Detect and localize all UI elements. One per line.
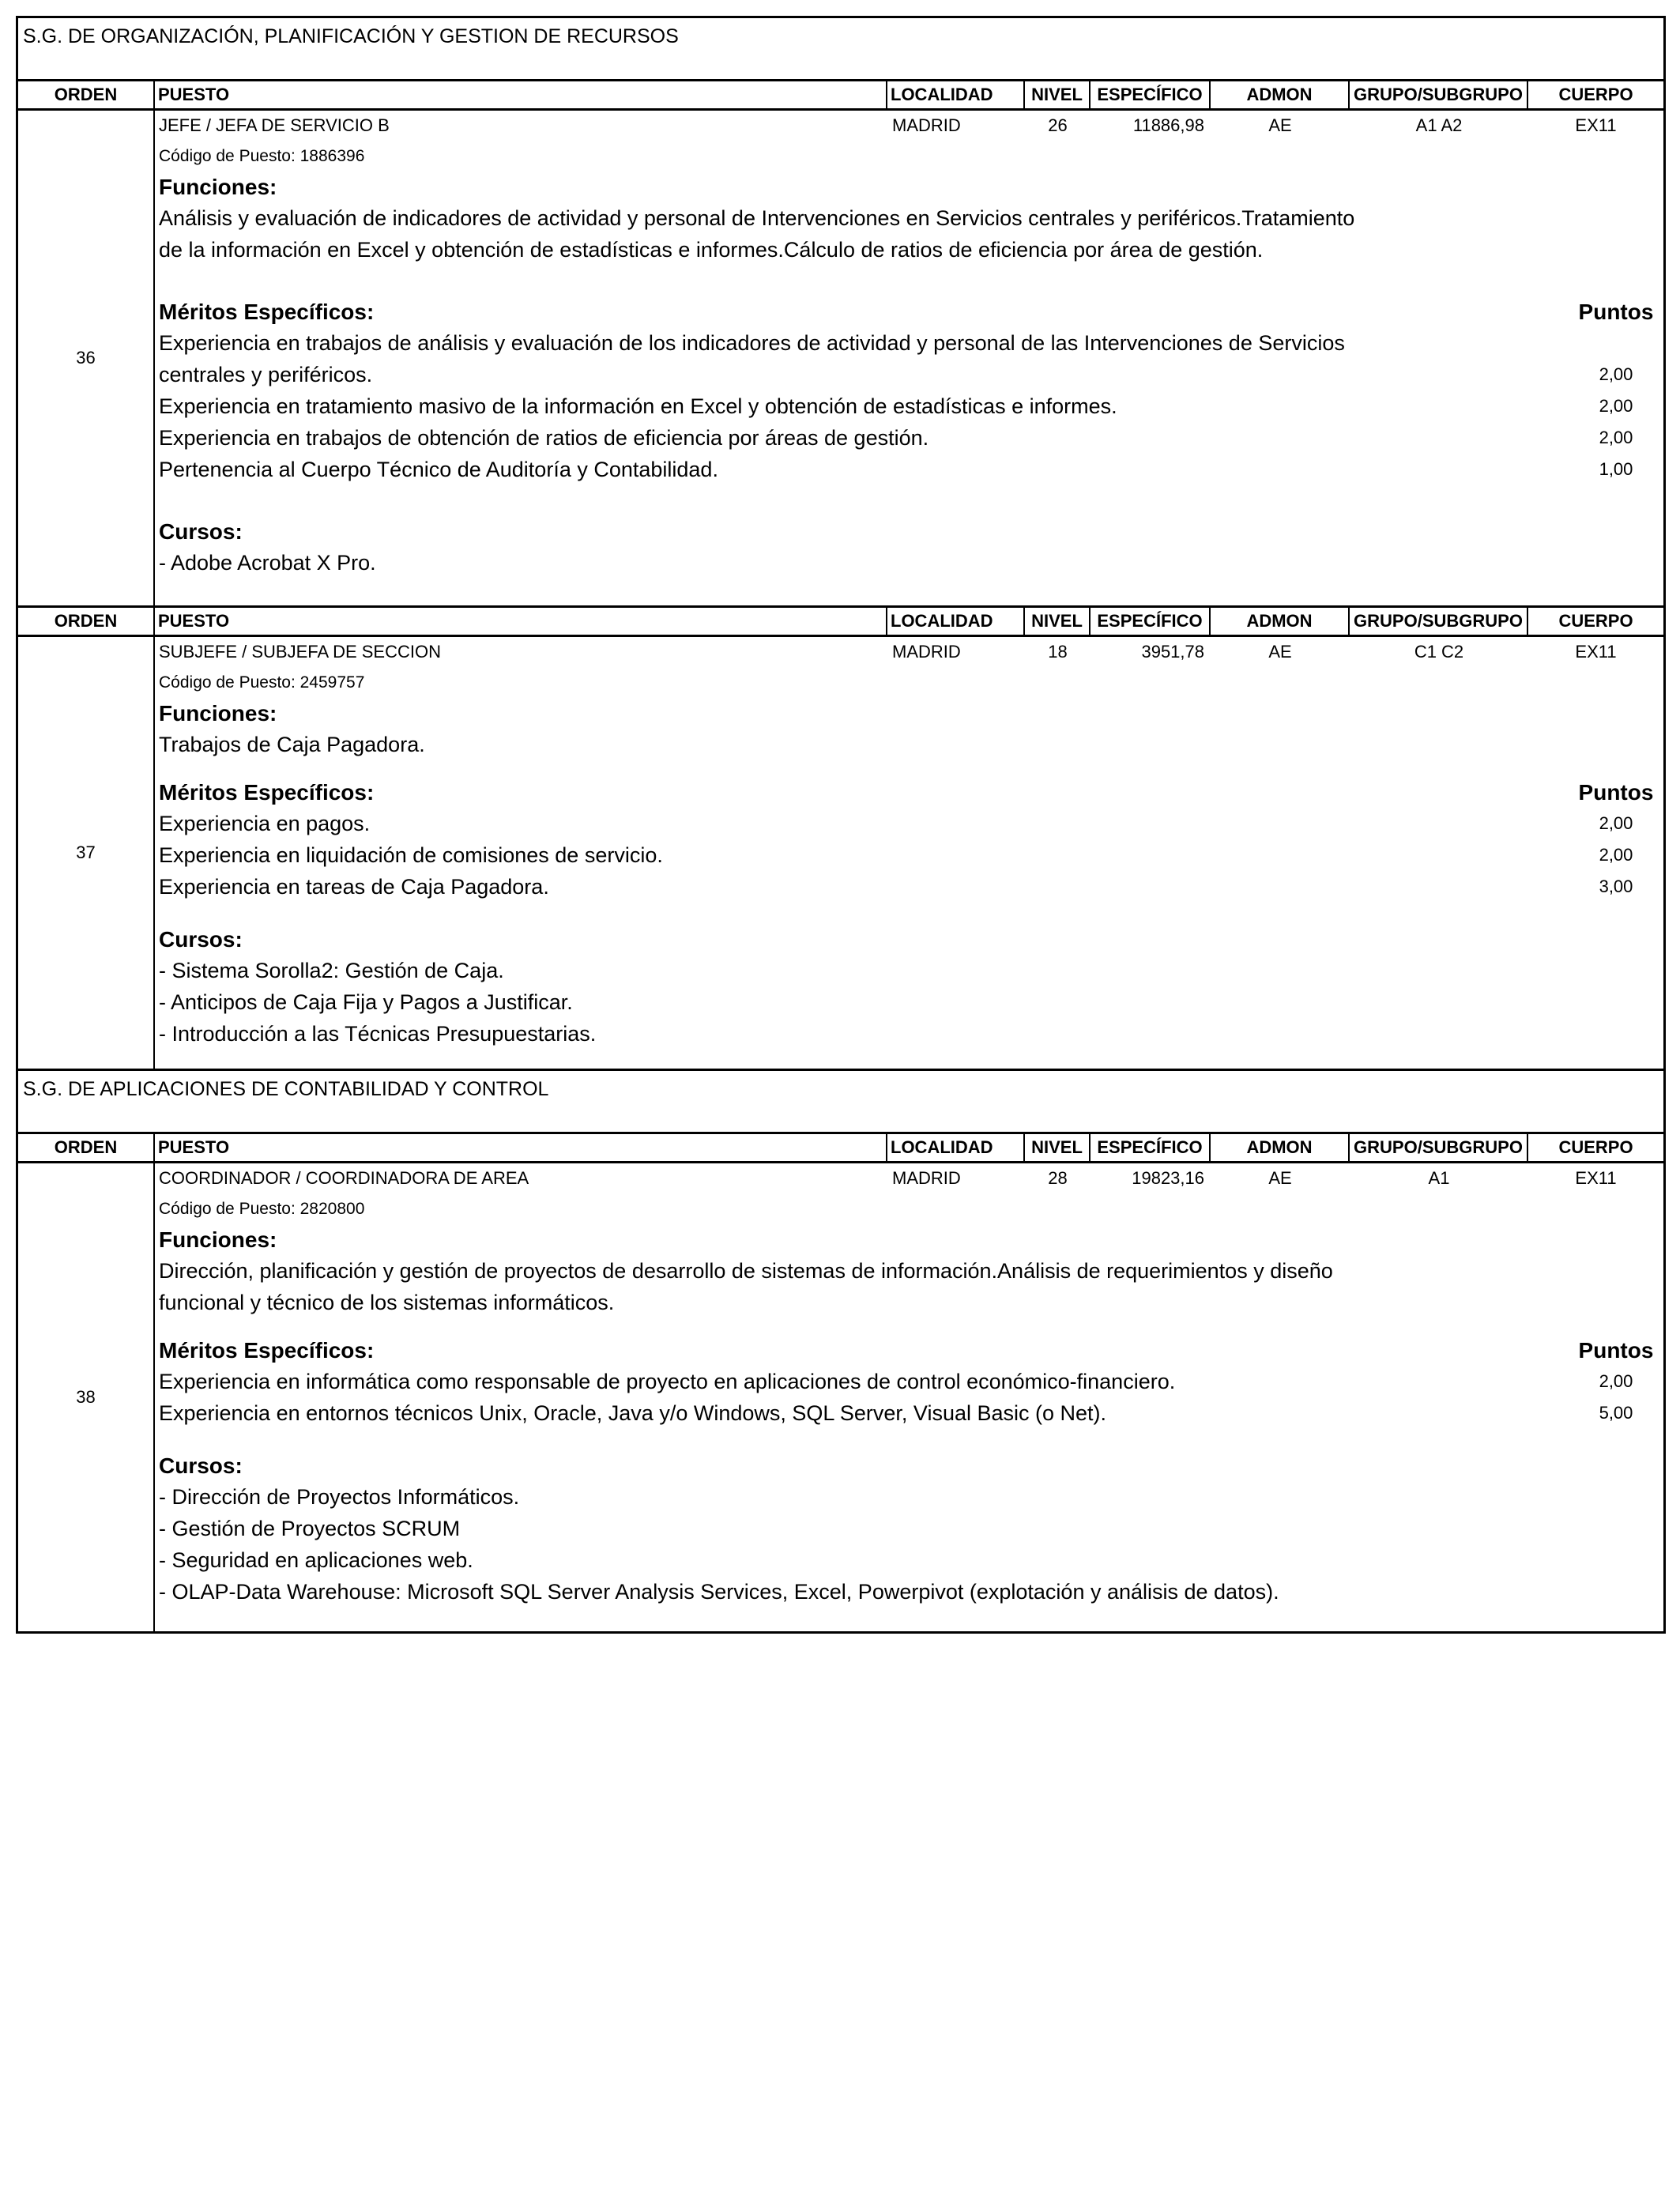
merit-item <box>159 839 1663 871</box>
header-puesto: PUESTO <box>155 81 887 108</box>
puesto: COORDINADOR / COORDINADORA DE AREA <box>159 1168 529 1188</box>
header-nivel: NIVEL <box>1025 608 1090 635</box>
merit-points: 1,00 <box>1599 459 1633 479</box>
header-admon: ADMON <box>1211 1134 1350 1161</box>
funciones-label: Funciones: <box>159 701 277 726</box>
header-puesto: PUESTO <box>155 1134 887 1161</box>
especifico: 3951,78 <box>1141 642 1204 662</box>
curso-item: - Dirección de Proyectos Informáticos. <box>159 1485 520 1509</box>
header-orden: ORDEN <box>18 608 155 635</box>
funciones-label: Funciones: <box>159 1227 277 1252</box>
nivel: 18 <box>1048 642 1068 662</box>
merit-points: 2,00 <box>1599 813 1633 833</box>
table-header <box>16 1132 1666 1163</box>
codigo-puesto: Código de Puesto: 2820800 <box>159 1200 365 1218</box>
funciones-line: Análisis y evaluación de indicadores de actividad y personal de Intervenciones en Servicios centrales y periféricos.Tratamiento <box>159 206 1355 230</box>
curso-item: - Anticipos de Caja Fija y Pagos a Justificar. <box>159 990 573 1014</box>
funciones-line: de la información en Excel y obtención de estadísticas e informes.Cálculo de ratios de eficiencia por área de gestión. <box>159 238 1264 262</box>
grupo: A1 <box>1428 1168 1450 1188</box>
grupo: A1 A2 <box>1415 115 1463 135</box>
meritos-label: Méritos Específicos: <box>159 1338 375 1363</box>
merit-points: 2,00 <box>1599 428 1633 447</box>
position-row <box>16 637 1666 1069</box>
codigo-puesto: Código de Puesto: 2459757 <box>159 673 365 692</box>
merit-item <box>159 390 1663 422</box>
section-title: S.G. DE APLICACIONES DE CONTABILIDAD Y CONTROL <box>16 1069 1666 1132</box>
curso-item: - Adobe Acrobat X Pro. <box>159 551 376 575</box>
merit-text: Pertenencia al Cuerpo Técnico de Auditoría y Contabilidad. <box>159 458 718 481</box>
header-cuerpo: CUERPO <box>1558 85 1633 104</box>
merit-text: Experiencia en liquidación de comisiones de servicio. <box>159 843 663 867</box>
header-especifico: ESPECÍFICO <box>1090 1134 1211 1161</box>
merit-text: centrales y periféricos. <box>159 363 373 386</box>
orden-number: 37 <box>18 637 155 1069</box>
merit-item <box>159 1366 1663 1397</box>
curso-item: - Sistema Sorolla2: Gestión de Caja. <box>159 959 504 982</box>
table-header <box>16 605 1666 637</box>
cuerpo: EX11 <box>1575 1168 1617 1188</box>
funciones-line: Trabajos de Caja Pagadora. <box>159 733 425 756</box>
merit-item <box>159 359 1663 390</box>
funciones-label: Funciones: <box>159 175 277 199</box>
document <box>16 16 1666 1634</box>
header-admon: ADMON <box>1211 608 1350 635</box>
header-cuerpo: CUERPO <box>1558 611 1633 631</box>
merit-points: 2,00 <box>1599 396 1633 416</box>
header-grupo: GRUPO/SUBGRUPO <box>1350 81 1528 108</box>
curso-item: - Introducción a las Técnicas Presupuestarias. <box>159 1022 597 1046</box>
header-localidad: LOCALIDAD <box>887 1134 1025 1161</box>
merit-item <box>159 808 1663 839</box>
especifico: 19823,16 <box>1132 1168 1204 1188</box>
section-title: S.G. DE ORGANIZACIÓN, PLANIFICACIÓN Y GESTION DE RECURSOS <box>16 16 1666 79</box>
position-summary <box>159 111 1663 141</box>
position-row <box>16 111 1666 605</box>
puntos-label: Puntos <box>1578 1338 1654 1363</box>
admon: AE <box>1268 642 1292 662</box>
header-orden: ORDEN <box>18 81 155 108</box>
localidad: MADRID <box>892 1168 961 1188</box>
meritos-label: Méritos Específicos: <box>159 780 375 805</box>
merit-text: Experiencia en trabajos de análisis y evaluación de los indicadores de actividad y personal de las Intervenciones de Servicios <box>159 331 1345 355</box>
position-body <box>155 111 1663 605</box>
table-header <box>16 79 1666 111</box>
curso-item: - Seguridad en aplicaciones web. <box>159 1548 473 1572</box>
cursos-label: Cursos: <box>159 927 243 952</box>
merit-text: Experiencia en tareas de Caja Pagadora. <box>159 875 549 899</box>
especifico: 11886,98 <box>1132 115 1204 135</box>
curso-item: - OLAP-Data Warehouse: Microsoft SQL Server Analysis Services, Excel, Powerpivot (explotación y análisis de datos). <box>159 1580 1279 1604</box>
position-body <box>155 1163 1663 1631</box>
merit-item <box>159 1397 1663 1429</box>
position-row <box>16 1163 1666 1634</box>
puesto: JEFE / JEFA DE SERVICIO B <box>159 115 390 135</box>
merit-points: 2,00 <box>1599 1371 1633 1391</box>
cuerpo: EX11 <box>1575 642 1617 662</box>
position-summary <box>159 637 1663 667</box>
admon: AE <box>1268 115 1292 135</box>
cuerpo: EX11 <box>1575 115 1617 135</box>
header-especifico: ESPECÍFICO <box>1090 81 1211 108</box>
puntos-label: Puntos <box>1578 300 1654 324</box>
merit-points: 2,00 <box>1599 364 1633 384</box>
funciones-line: Dirección, planificación y gestión de proyectos de desarrollo de sistemas de información.Análisis de requerimientos y diseño <box>159 1259 1333 1283</box>
header-especifico: ESPECÍFICO <box>1090 608 1211 635</box>
orden-number: 36 <box>18 111 155 605</box>
position-summary <box>159 1163 1663 1193</box>
meritos-header <box>159 778 1663 808</box>
merit-item <box>159 327 1663 359</box>
orden-number: 38 <box>18 1163 155 1631</box>
merit-item <box>159 422 1663 454</box>
merit-text: Experiencia en tratamiento masivo de la información en Excel y obtención de estadísticas e informes. <box>159 394 1117 418</box>
header-localidad: LOCALIDAD <box>887 608 1025 635</box>
header-cuerpo: CUERPO <box>1558 1137 1633 1157</box>
header-nivel: NIVEL <box>1025 1134 1090 1161</box>
header-puesto: PUESTO <box>155 608 887 635</box>
nivel: 28 <box>1048 1168 1068 1188</box>
meritos-header <box>159 1336 1663 1366</box>
header-grupo: GRUPO/SUBGRUPO <box>1350 608 1528 635</box>
merit-item <box>159 871 1663 903</box>
admon: AE <box>1268 1168 1292 1188</box>
cursos-label: Cursos: <box>159 1453 243 1478</box>
puntos-label: Puntos <box>1578 780 1654 805</box>
merit-item <box>159 454 1663 485</box>
merit-points: 2,00 <box>1599 845 1633 865</box>
merit-text: Experiencia en informática como responsable de proyecto en aplicaciones de control económico-financiero. <box>159 1370 1176 1393</box>
merit-text: Experiencia en trabajos de obtención de ratios de eficiencia por áreas de gestión. <box>159 426 929 450</box>
meritos-header <box>159 297 1663 327</box>
merit-text: Experiencia en pagos. <box>159 812 371 835</box>
curso-item: - Gestión de Proyectos SCRUM <box>159 1517 461 1540</box>
cursos-label: Cursos: <box>159 519 243 544</box>
header-admon: ADMON <box>1211 81 1350 108</box>
header-grupo: GRUPO/SUBGRUPO <box>1350 1134 1528 1161</box>
position-body <box>155 637 1663 1069</box>
merit-points: 3,00 <box>1599 876 1633 896</box>
funciones-line: funcional y técnico de los sistemas informáticos. <box>159 1291 615 1314</box>
localidad: MADRID <box>892 642 961 662</box>
localidad: MADRID <box>892 115 961 135</box>
header-nivel: NIVEL <box>1025 81 1090 108</box>
codigo-puesto: Código de Puesto: 1886396 <box>159 147 365 165</box>
grupo: C1 C2 <box>1414 642 1464 662</box>
header-orden: ORDEN <box>18 1134 155 1161</box>
nivel: 26 <box>1048 115 1068 135</box>
merit-text: Experiencia en entornos técnicos Unix, Oracle, Java y/o Windows, SQL Server, Visual Basic (o Net). <box>159 1401 1107 1425</box>
puesto: SUBJEFE / SUBJEFA DE SECCION <box>159 642 441 662</box>
header-localidad: LOCALIDAD <box>887 81 1025 108</box>
meritos-label: Méritos Específicos: <box>159 300 375 324</box>
merit-points: 5,00 <box>1599 1403 1633 1423</box>
